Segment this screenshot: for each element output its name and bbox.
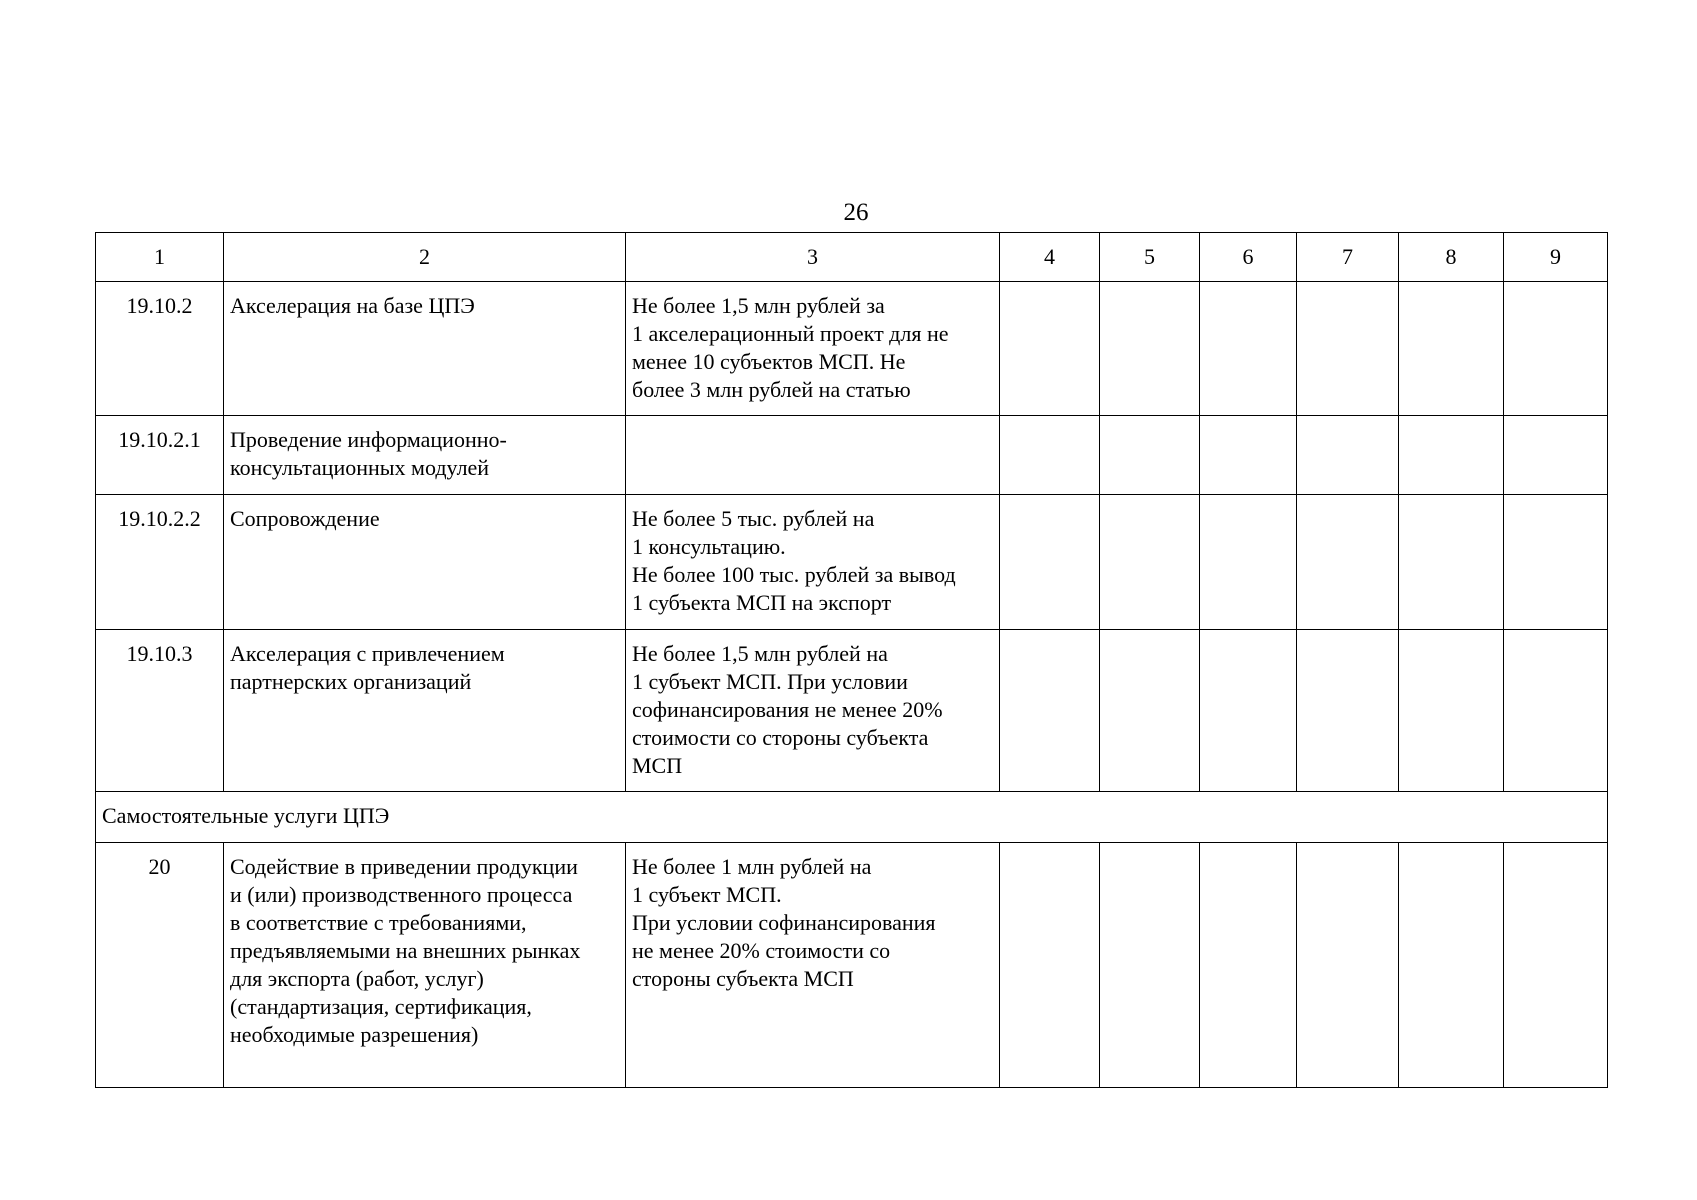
cost-line: При условии софинансирования	[632, 910, 936, 935]
cost-line: стоимости со стороны субъекта	[632, 725, 929, 750]
cost-line: более 3 млн рублей на статью	[632, 377, 911, 402]
row-number: 19.10.2	[96, 282, 224, 416]
empty-cell	[1000, 416, 1100, 495]
empty-cell	[1399, 416, 1504, 495]
empty-cell	[1504, 282, 1608, 416]
section-title: Самостоятельные услуги ЦПЭ	[96, 792, 1608, 843]
row-service-name: Акселерация на базе ЦПЭ	[224, 282, 626, 416]
empty-cell	[1297, 630, 1399, 792]
header-cell: 4	[1000, 233, 1100, 282]
empty-cell	[1000, 282, 1100, 416]
name-line: Содействие в приведении продукции	[230, 854, 578, 879]
table-row	[96, 630, 1608, 792]
services-table	[95, 232, 1608, 1088]
empty-cell	[1504, 843, 1608, 1088]
header-cell: 8	[1399, 233, 1504, 282]
row-service-name	[224, 843, 626, 1088]
cost-line: 1 субъект МСП. При условии	[632, 669, 908, 694]
cost-line: Не более 1,5 млн рублей на	[632, 641, 888, 666]
name-line: партнерских организаций	[230, 669, 472, 694]
table-header-row	[96, 233, 1608, 282]
row-service-name: Сопровождение	[224, 495, 626, 630]
row-cost-limit	[626, 416, 1000, 495]
name-line: (стандартизация, сертификация,	[230, 994, 532, 1019]
empty-cell	[1504, 416, 1608, 495]
empty-cell	[1297, 843, 1399, 1088]
empty-cell	[1100, 495, 1200, 630]
empty-cell	[1399, 282, 1504, 416]
name-line: необходимые разрешения)	[230, 1022, 479, 1047]
row-cost-limit	[626, 843, 1000, 1088]
cost-line: софинансирования не менее 20%	[632, 697, 943, 722]
empty-cell	[1200, 630, 1297, 792]
empty-cell	[1100, 282, 1200, 416]
cost-line: Не более 1,5 млн рублей за	[632, 293, 885, 318]
header-cell: 2	[224, 233, 626, 282]
header-cell: 6	[1200, 233, 1297, 282]
row-cost-limit	[626, 282, 1000, 416]
empty-cell	[1000, 630, 1100, 792]
cost-line: Не более 5 тыс. рублей на	[632, 506, 875, 531]
table-row	[96, 416, 1608, 495]
name-line: Акселерация с привлечением	[230, 641, 505, 666]
cost-line: МСП	[632, 753, 683, 778]
page-number: 26	[843, 199, 869, 226]
empty-cell	[1399, 630, 1504, 792]
header-cell: 7	[1297, 233, 1399, 282]
row-service-name	[224, 630, 626, 792]
table-row	[96, 843, 1608, 1088]
name-line: и (или) производственного процесса	[230, 882, 573, 907]
row-cost-limit	[626, 630, 1000, 792]
empty-cell	[1100, 843, 1200, 1088]
cost-line: не менее 20% стоимости со	[632, 938, 891, 963]
empty-cell	[1504, 495, 1608, 630]
empty-cell	[1100, 416, 1200, 495]
name-line: Проведение информационно-	[230, 427, 507, 452]
empty-cell	[1504, 630, 1608, 792]
row-number: 19.10.2.2	[96, 495, 224, 630]
table-row	[96, 495, 1608, 630]
header-cell: 1	[96, 233, 224, 282]
name-line: для экспорта (работ, услуг)	[230, 966, 484, 991]
cost-line: стороны субъекта МСП	[632, 966, 854, 991]
empty-cell	[1000, 843, 1100, 1088]
cost-line: 1 консультацию.	[632, 534, 786, 559]
section-row	[96, 792, 1608, 843]
name-line: в соответствие с требованиями,	[230, 910, 527, 935]
empty-cell	[1100, 630, 1200, 792]
empty-cell	[1399, 495, 1504, 630]
empty-cell	[1297, 416, 1399, 495]
header-cell: 9	[1504, 233, 1608, 282]
cost-line: Не более 1 млн рублей на	[632, 854, 872, 879]
empty-cell	[1399, 843, 1504, 1088]
row-number: 19.10.2.1	[96, 416, 224, 495]
name-line: консультационных модулей	[230, 455, 490, 480]
row-number: 19.10.3	[96, 630, 224, 792]
table-row	[96, 282, 1608, 416]
cost-line: 1 акселерационный проект для не	[632, 321, 949, 346]
empty-cell	[1000, 495, 1100, 630]
cost-line: менее 10 субъектов МСП. Не	[632, 349, 906, 374]
empty-cell	[1200, 495, 1297, 630]
header-cell: 3	[626, 233, 1000, 282]
row-service-name	[224, 416, 626, 495]
empty-cell	[1200, 282, 1297, 416]
row-cost-limit	[626, 495, 1000, 630]
header-cell: 5	[1100, 233, 1200, 282]
cost-line: 1 субъекта МСП на экспорт	[632, 590, 892, 615]
empty-cell	[1297, 282, 1399, 416]
row-number: 20	[96, 843, 224, 1088]
empty-cell	[1297, 495, 1399, 630]
empty-cell	[1200, 416, 1297, 495]
cost-line: Не более 100 тыс. рублей за вывод	[632, 562, 956, 587]
name-line: предъявляемыми на внешних рынках	[230, 938, 581, 963]
cost-line: 1 субъект МСП.	[632, 882, 782, 907]
empty-cell	[1200, 843, 1297, 1088]
